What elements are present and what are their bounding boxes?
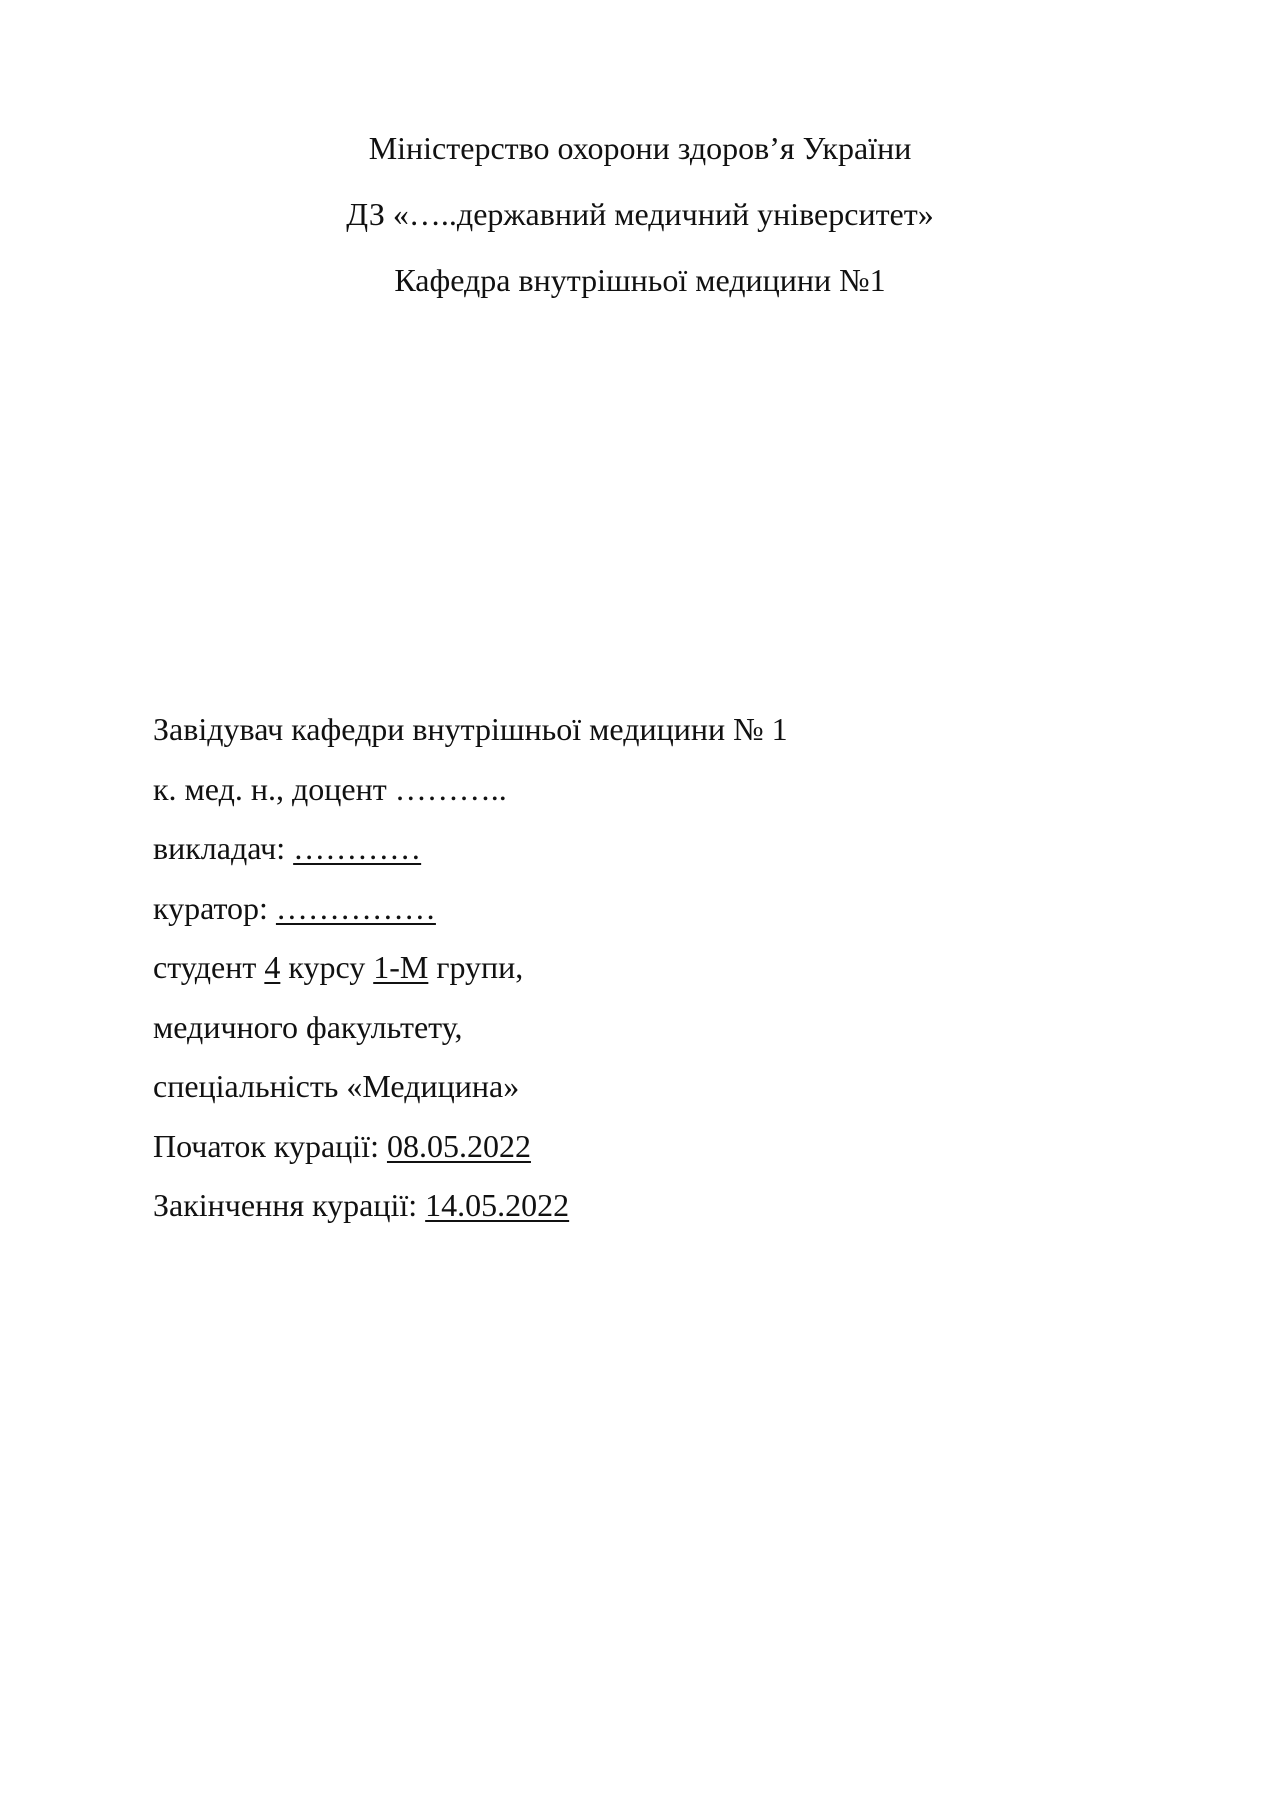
start-date: 08.05.2022: [386, 1127, 531, 1164]
faculty-line: медичного факультету,: [153, 1008, 463, 1045]
curator-label: куратор:: [153, 889, 268, 926]
curation-info-block: [153, 700, 1153, 1236]
end-date-line: [153, 1176, 1153, 1236]
teacher-value: …………: [293, 830, 422, 866]
end-date: 14.05.2022: [425, 1187, 570, 1223]
student-line: [153, 938, 1153, 998]
start-label: Початок курації:: [153, 1127, 379, 1164]
group-label: групи,: [436, 949, 524, 985]
curator-value: ……………: [275, 889, 436, 926]
ministry-title: Міністерство охорони здоров’я України: [368, 130, 912, 166]
specialty-line: спеціальність «Медицина»: [153, 1068, 520, 1104]
group-value: 1-М: [373, 949, 429, 985]
student-prefix: студент: [153, 949, 257, 985]
title-block: [0, 115, 1280, 313]
start-date-line: [153, 1117, 1153, 1177]
teacher-line: [153, 819, 1153, 879]
head-of-department-line: Завідувач кафедри внутрішньої медицини № 1: [153, 711, 788, 747]
course-number: 4: [264, 949, 281, 985]
teacher-label: викладач:: [153, 830, 286, 866]
degree-line: к. мед. н., доцент ………..: [153, 770, 507, 807]
course-label: курсу: [288, 949, 366, 985]
curator-line: [153, 879, 1153, 939]
department-title: Кафедра внутрішньої медицини №1: [394, 262, 886, 298]
end-label: Закінчення курації:: [153, 1187, 418, 1223]
university-title: ДЗ «…..державний медичний університет»: [346, 196, 934, 232]
